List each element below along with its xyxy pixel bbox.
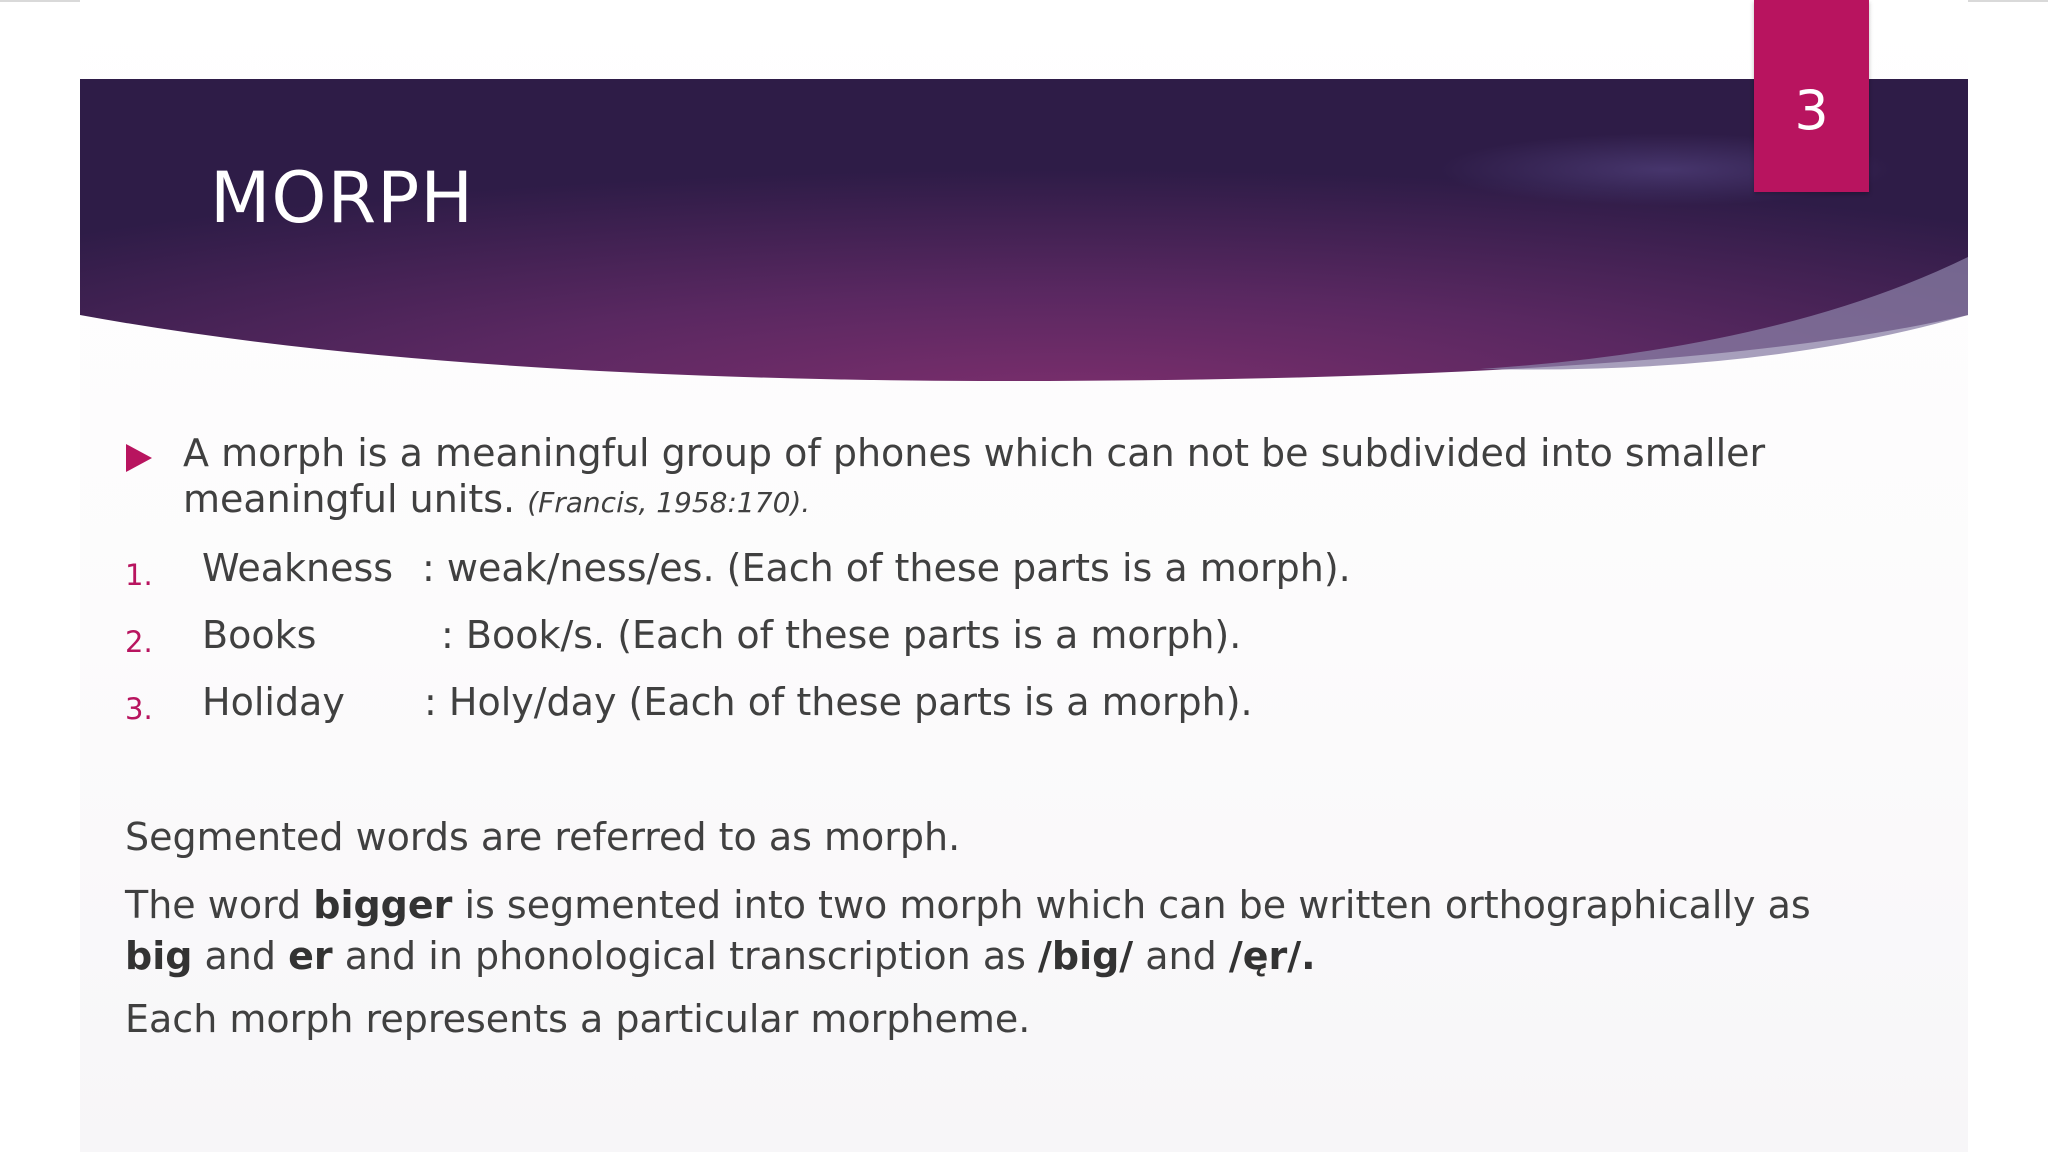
list-number: 1. xyxy=(125,558,153,592)
list-number: 2. xyxy=(125,625,153,659)
definition-sentence: A morph is a meaningful group of phones which can not be subdivided into smaller meaningful units. xyxy=(183,431,1766,521)
example-term: Books xyxy=(202,613,317,657)
paragraph-bigger-example xyxy=(125,880,1845,982)
bold-word: big xyxy=(125,934,193,978)
text-run: The word xyxy=(125,883,314,927)
citation: (Francis, 1958:170). xyxy=(527,486,811,519)
example-definition: : Holy/day (Each of these parts is a morph). xyxy=(424,680,1253,724)
text-run: and xyxy=(1133,934,1229,978)
text-run: is segmented into two morph which can be written orthographically as xyxy=(452,883,1811,927)
bold-word: /ęr/. xyxy=(1228,934,1316,978)
example-term: Holiday xyxy=(202,680,345,724)
slide-number: 3 xyxy=(1794,79,1829,142)
definition-text xyxy=(183,430,1823,526)
bold-word: /big/ xyxy=(1037,934,1134,978)
bold-word: er xyxy=(288,934,333,978)
example-definition: : Book/s. (Each of these parts is a morph). xyxy=(441,613,1242,657)
list-number: 3. xyxy=(125,692,153,726)
slide-title: MORPH xyxy=(210,157,474,239)
bold-word: bigger xyxy=(313,883,453,927)
paragraph-segmented: Segmented words are referred to as morph. xyxy=(125,815,961,859)
paragraph-morpheme: Each morph represents a particular morpheme. xyxy=(125,997,1031,1041)
triangle-right-icon xyxy=(126,444,152,472)
slide-number-badge xyxy=(1754,0,1869,192)
text-run: and xyxy=(192,934,289,978)
text-run: and in phonological transcription as xyxy=(332,934,1038,978)
example-term: Weakness xyxy=(202,546,394,590)
example-definition: : weak/ness/es. (Each of these parts is a morph). xyxy=(422,546,1351,590)
